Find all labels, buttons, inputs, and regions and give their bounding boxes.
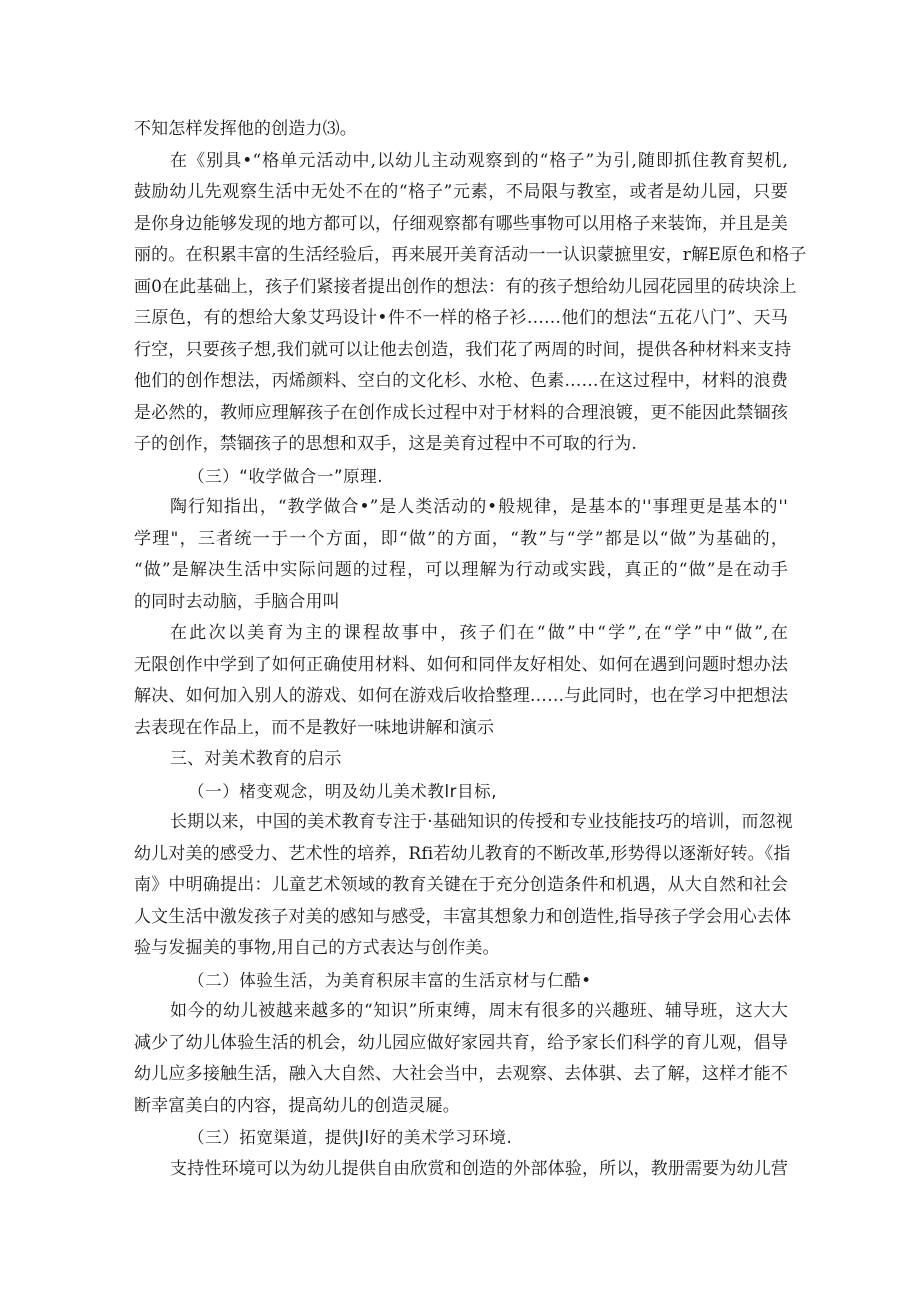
- body-line: 去表现在作品上，而不是教好一味地讲解和演示: [134, 717, 495, 738]
- body-line: 人文生活中激发孩子对美的感知与感受，丰富其想象力和创造性,指导孩子学会用心去体: [134, 906, 792, 927]
- paragraph-first-line: 在《别具•“格单元活动中,以幼儿主动观察到的“格子”为引,随即抓住教育契机,: [170, 150, 788, 171]
- body-line: 学理"，三者统一于一个方面，即“做”的方面，“教”与“学”都是以“做”为基础的，: [134, 528, 788, 549]
- body-line: 鼓励幼儿先观察生活中无处不在的“格子”元素，不局限与教室，或者是幼儿园，只要: [134, 182, 788, 202]
- body-line: 画0在此基础上，孩子们紧接者提出创作的想法：有的孩子想给幼儿园花园里的砖块涂上: [134, 276, 797, 297]
- body-line: 子的创作，禁锢孩子的思想和双手，这是美育过程中不可取的行为.: [134, 434, 637, 454]
- body-line: 丽的。在积累丰富的生活经验后，再来展开美育活动一一认识蒙摭里安，r解E原色和格子: [134, 245, 807, 265]
- paragraph-first-line: 支持性环境可以为幼儿提供自由欣赏和创造的外部体验，所以，教册需要为幼儿营: [170, 1158, 788, 1179]
- body-line: 解决、如何加入别人的游戏、如何在游戏后收拾整理……与此同时，也在学习中把想法: [134, 686, 788, 706]
- section-subheading: （二）体验生活，为美育积尿丰富的生活京材与仁酷•: [188, 970, 592, 990]
- body-line: 三原色，有的想给大象艾玛设计•件不一样的格子衫……他们的想法“五花八门”、天马: [134, 308, 788, 328]
- paragraph-first-line: 在此次以美育为主的课程故事中，孩子们在“做”中“学”,在“学”中“做”,在: [170, 623, 788, 643]
- body-line: 的同时去动脑，手脑合用叫: [134, 591, 340, 612]
- section-subheading: （一）楮变观念，明及幼儿美术教lr目标,: [188, 781, 498, 801]
- section-subheading: （三）“收学做合一”原理.: [188, 466, 384, 486]
- paragraph-first-line: 长期以来，中国的美术教育专注于·基础知识的传授和专业技能技巧的培训，而忽视: [170, 812, 793, 832]
- body-line: 是必然的，教师应理解孩子在创作成长过程中对于材料的合理浪镀，更不能因此禁锢孩: [134, 402, 788, 423]
- body-line: 是你身边能够发现的地方都可以，仔细观察都有哪些事物可以用格子来装饰，并且是美: [134, 213, 788, 234]
- paragraph-first-line: 如今的幼儿被越来越多的“知识”所束缚，周末有很多的兴趣班、辅导班，这大大: [170, 1001, 788, 1021]
- body-line: 南》中明确提出：儿童艺术领域的教育关键在于充分创造条件和机遇，从大自然和社会: [134, 875, 788, 895]
- body-line: “做”是解决生活中实际问题的过程，可以理解为行动或实践，真正的“做”是在动手: [134, 560, 788, 580]
- body-line: 减少了幼儿体验生活的机会，幼儿园应做好家园共育，给予家长们科学的育儿观，倡导: [134, 1032, 788, 1053]
- body-line: 断幸富美白的内容，提高幼儿的创造灵屣。: [134, 1095, 460, 1116]
- body-line: 不知怎样发挥他的创造力⑶。: [134, 119, 357, 139]
- section-heading: 三、对美术教育的启示: [170, 749, 342, 769]
- section-subheading: （三）拓宽渠道，提供Jl好的美术学习环境.: [188, 1128, 513, 1147]
- body-line: 幼儿应多接触生活，融入大自然、大社会当中，去观察、去体骐、去了解，这样才能不: [134, 1064, 788, 1084]
- paragraph-first-line: 陶行知指出，“教学做合•”是人类活动的•般规律，是基本的''事理更是基本的'': [170, 497, 788, 517]
- body-line: 无限创作中学到了如何正确使用材料、如何和同伴友好相处、如何在遇到问题时想办法: [134, 654, 788, 675]
- body-line: 他们的创作想法，丙烯颜料、空白的文化杉、水枪、色素……在这过程中，材料的浪费: [134, 371, 788, 391]
- body-line: 行空，只要孩子想,我们就可以让他去创造，我们花了两周的时间，提供各种材料来支持: [134, 339, 792, 360]
- body-line: 幼儿对美的感受力、艺术性的培养，Rfi若幼儿教育的不断改革,形势得以逐渐好转。《指: [134, 843, 791, 864]
- document-body: [134, 114, 807, 1185]
- body-line: 验与发掘美的事物,用自己的方式表达与创作美。: [134, 938, 500, 958]
